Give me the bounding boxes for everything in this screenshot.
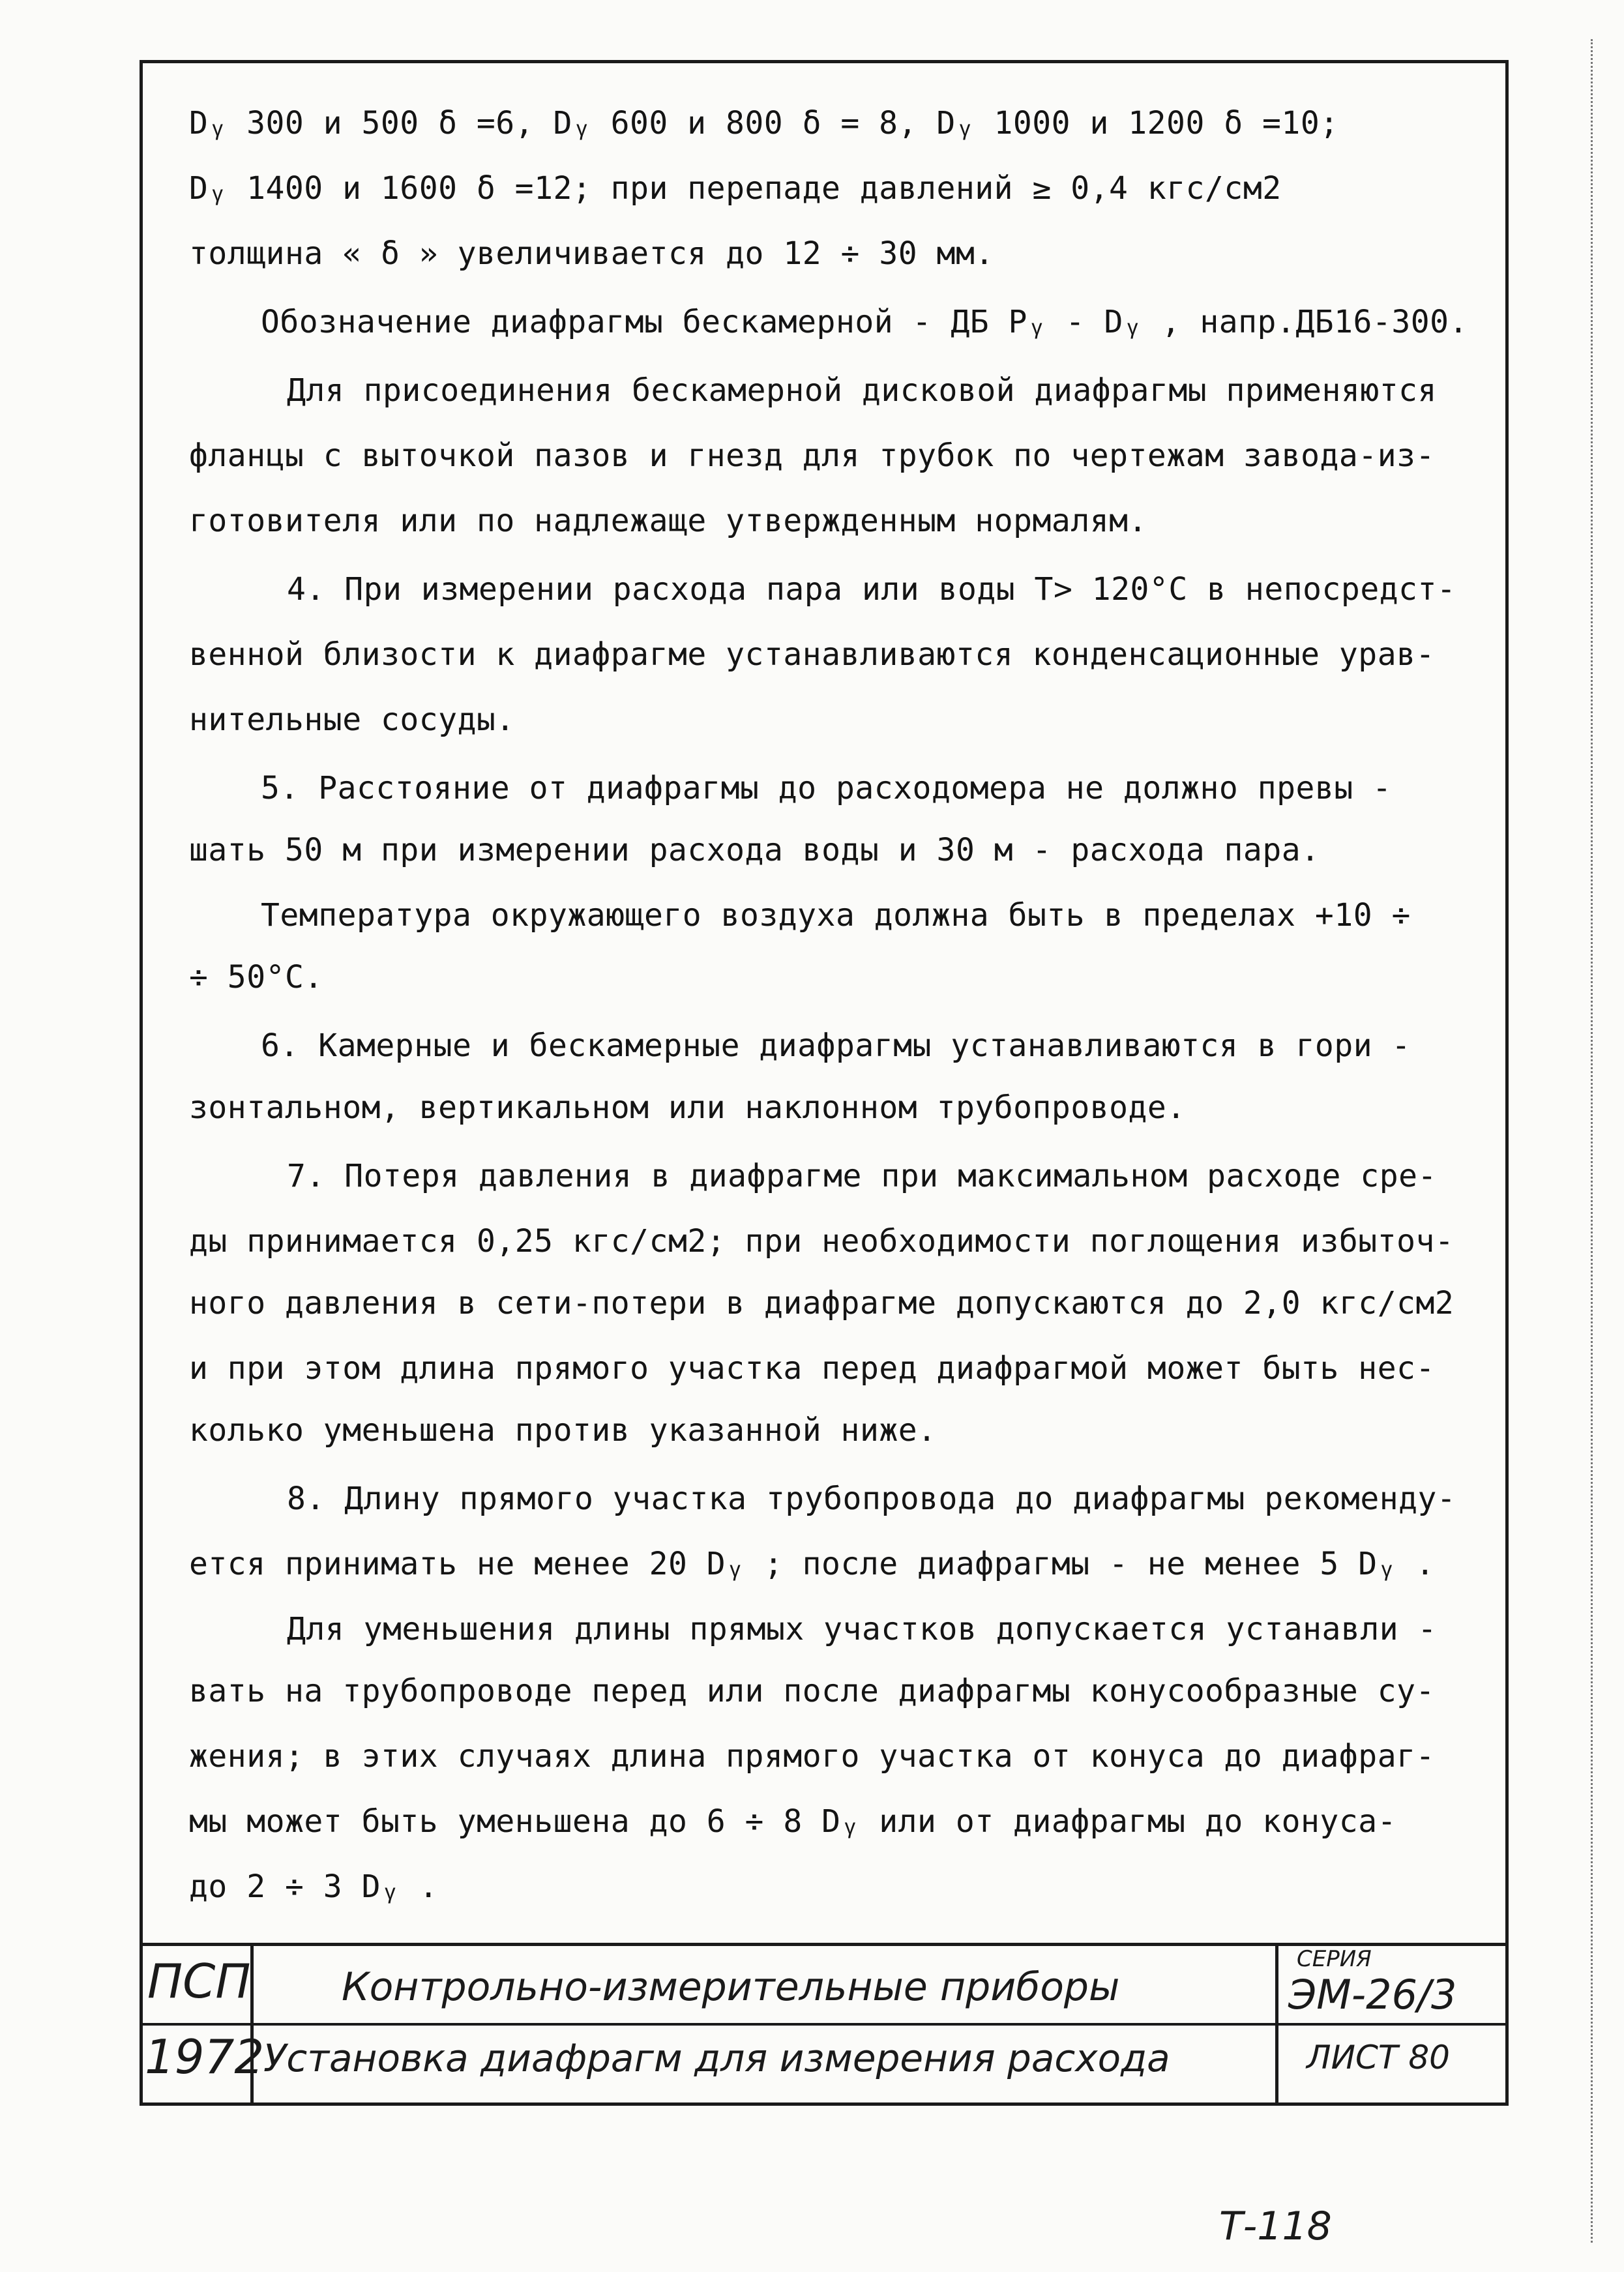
text-line: Для уменьшения длины прямых участков допускается устанавли - — [287, 1611, 1437, 1647]
text-line: жения; в этих случаях длина прямого участка от конуса до диафраг- — [189, 1738, 1435, 1775]
title-block — [140, 1943, 1509, 2106]
text-line: готовителя или по надлежаще утвержденным нормалям. — [189, 503, 1147, 539]
text-line: фланцы с выточкой пазов и гнезд для трубок по чертежам завода-из- — [189, 437, 1435, 474]
series-code: ЭМ-26/3 — [1288, 1971, 1457, 2018]
text-line: толщина « δ » увеличивается до 12 ÷ 30 мм. — [189, 235, 994, 272]
text-line: шать 50 м при измерении расхода воды и 30 м - расхода пара. — [189, 832, 1320, 868]
text-line: Температура окружающего воздуха должна быть в пределах +10 ÷ — [261, 897, 1411, 934]
series-label: СЕРИЯ — [1297, 1946, 1372, 1972]
document-title-1: Контрольно-измерительные приборы — [342, 1964, 1120, 2010]
page-reference: Т-118 — [1219, 2204, 1332, 2249]
text-line: мы может быть уменьшена до 6 ÷ 8 Dᵧ или от диафрагмы до конуса- — [189, 1803, 1397, 1840]
text-line: 8. Длину прямого участка трубопровода до диафрагмы рекоменду- — [287, 1481, 1456, 1517]
text-line: вать на трубопроводе перед или после диафрагмы конусообразные су- — [189, 1673, 1435, 1709]
text-line: 4. При измерении расхода пара или воды T> 120°C в непосредст- — [287, 571, 1456, 608]
text-line: 5. Расстояние от диафрагмы до расходомера не должно превы - — [261, 770, 1392, 806]
text-line: зонтальном, вертикальном или наклонном трубопроводе. — [189, 1089, 1186, 1126]
text-line: ды принимается 0,25 кгс/см2; при необходимости поглощения избыточ- — [189, 1223, 1454, 1260]
document-title-2: Установка диафрагм для измерения расхода — [263, 2036, 1170, 2080]
text-line: колько уменьшена против указанной ниже. — [189, 1412, 937, 1449]
page-edge-line — [1591, 39, 1593, 2243]
sheet-number: ЛИСТ 80 — [1307, 2039, 1450, 2076]
text-line: ÷ 50°C. — [189, 959, 323, 996]
text-line: до 2 ÷ 3 Dᵧ . — [189, 1868, 439, 1905]
title-block-divider — [140, 2023, 1509, 2026]
text-line: Dᵧ 1400 и 1600 δ =12; при перепаде давлений ≥ 0,4 кгс/см2 — [189, 170, 1282, 207]
text-line: и при этом длина прямого участка перед диафрагмой может быть нес- — [189, 1350, 1435, 1387]
text-line: Для присоединения бескамерной дисковой диафрагмы применяются — [287, 372, 1437, 409]
text-line: ется принимать не менее 20 Dᵧ ; после диафрагмы - не менее 5 Dᵧ . — [189, 1546, 1435, 1582]
title-block-divider — [1275, 1946, 1278, 2106]
text-line: 6. Камерные и бескамерные диафрагмы устанавливаются в гори - — [261, 1027, 1411, 1064]
text-line: Dᵧ 300 и 500 δ =6, Dᵧ 600 и 800 δ = 8, Dᵧ 1000 и 1200 δ =10; — [189, 105, 1339, 141]
text-line: ного давления в сети-потери в диафрагме допускаются до 2,0 кгс/см2 — [189, 1285, 1454, 1321]
text-line: 7. Потеря давления в диафрагме при максимальном расходе сре- — [287, 1158, 1437, 1194]
text-line: Обозначение диафрагмы бескамерной - ДБ Pᵧ - Dᵧ , напр.ДБ16-300. — [261, 304, 1468, 340]
year: 1972 — [145, 2029, 265, 2084]
text-line: нительные сосуды. — [189, 701, 515, 738]
text-line: венной близости к диафрагме устанавливаются конденсационные урав- — [189, 636, 1435, 673]
org-code: ПСП — [147, 1954, 251, 2009]
